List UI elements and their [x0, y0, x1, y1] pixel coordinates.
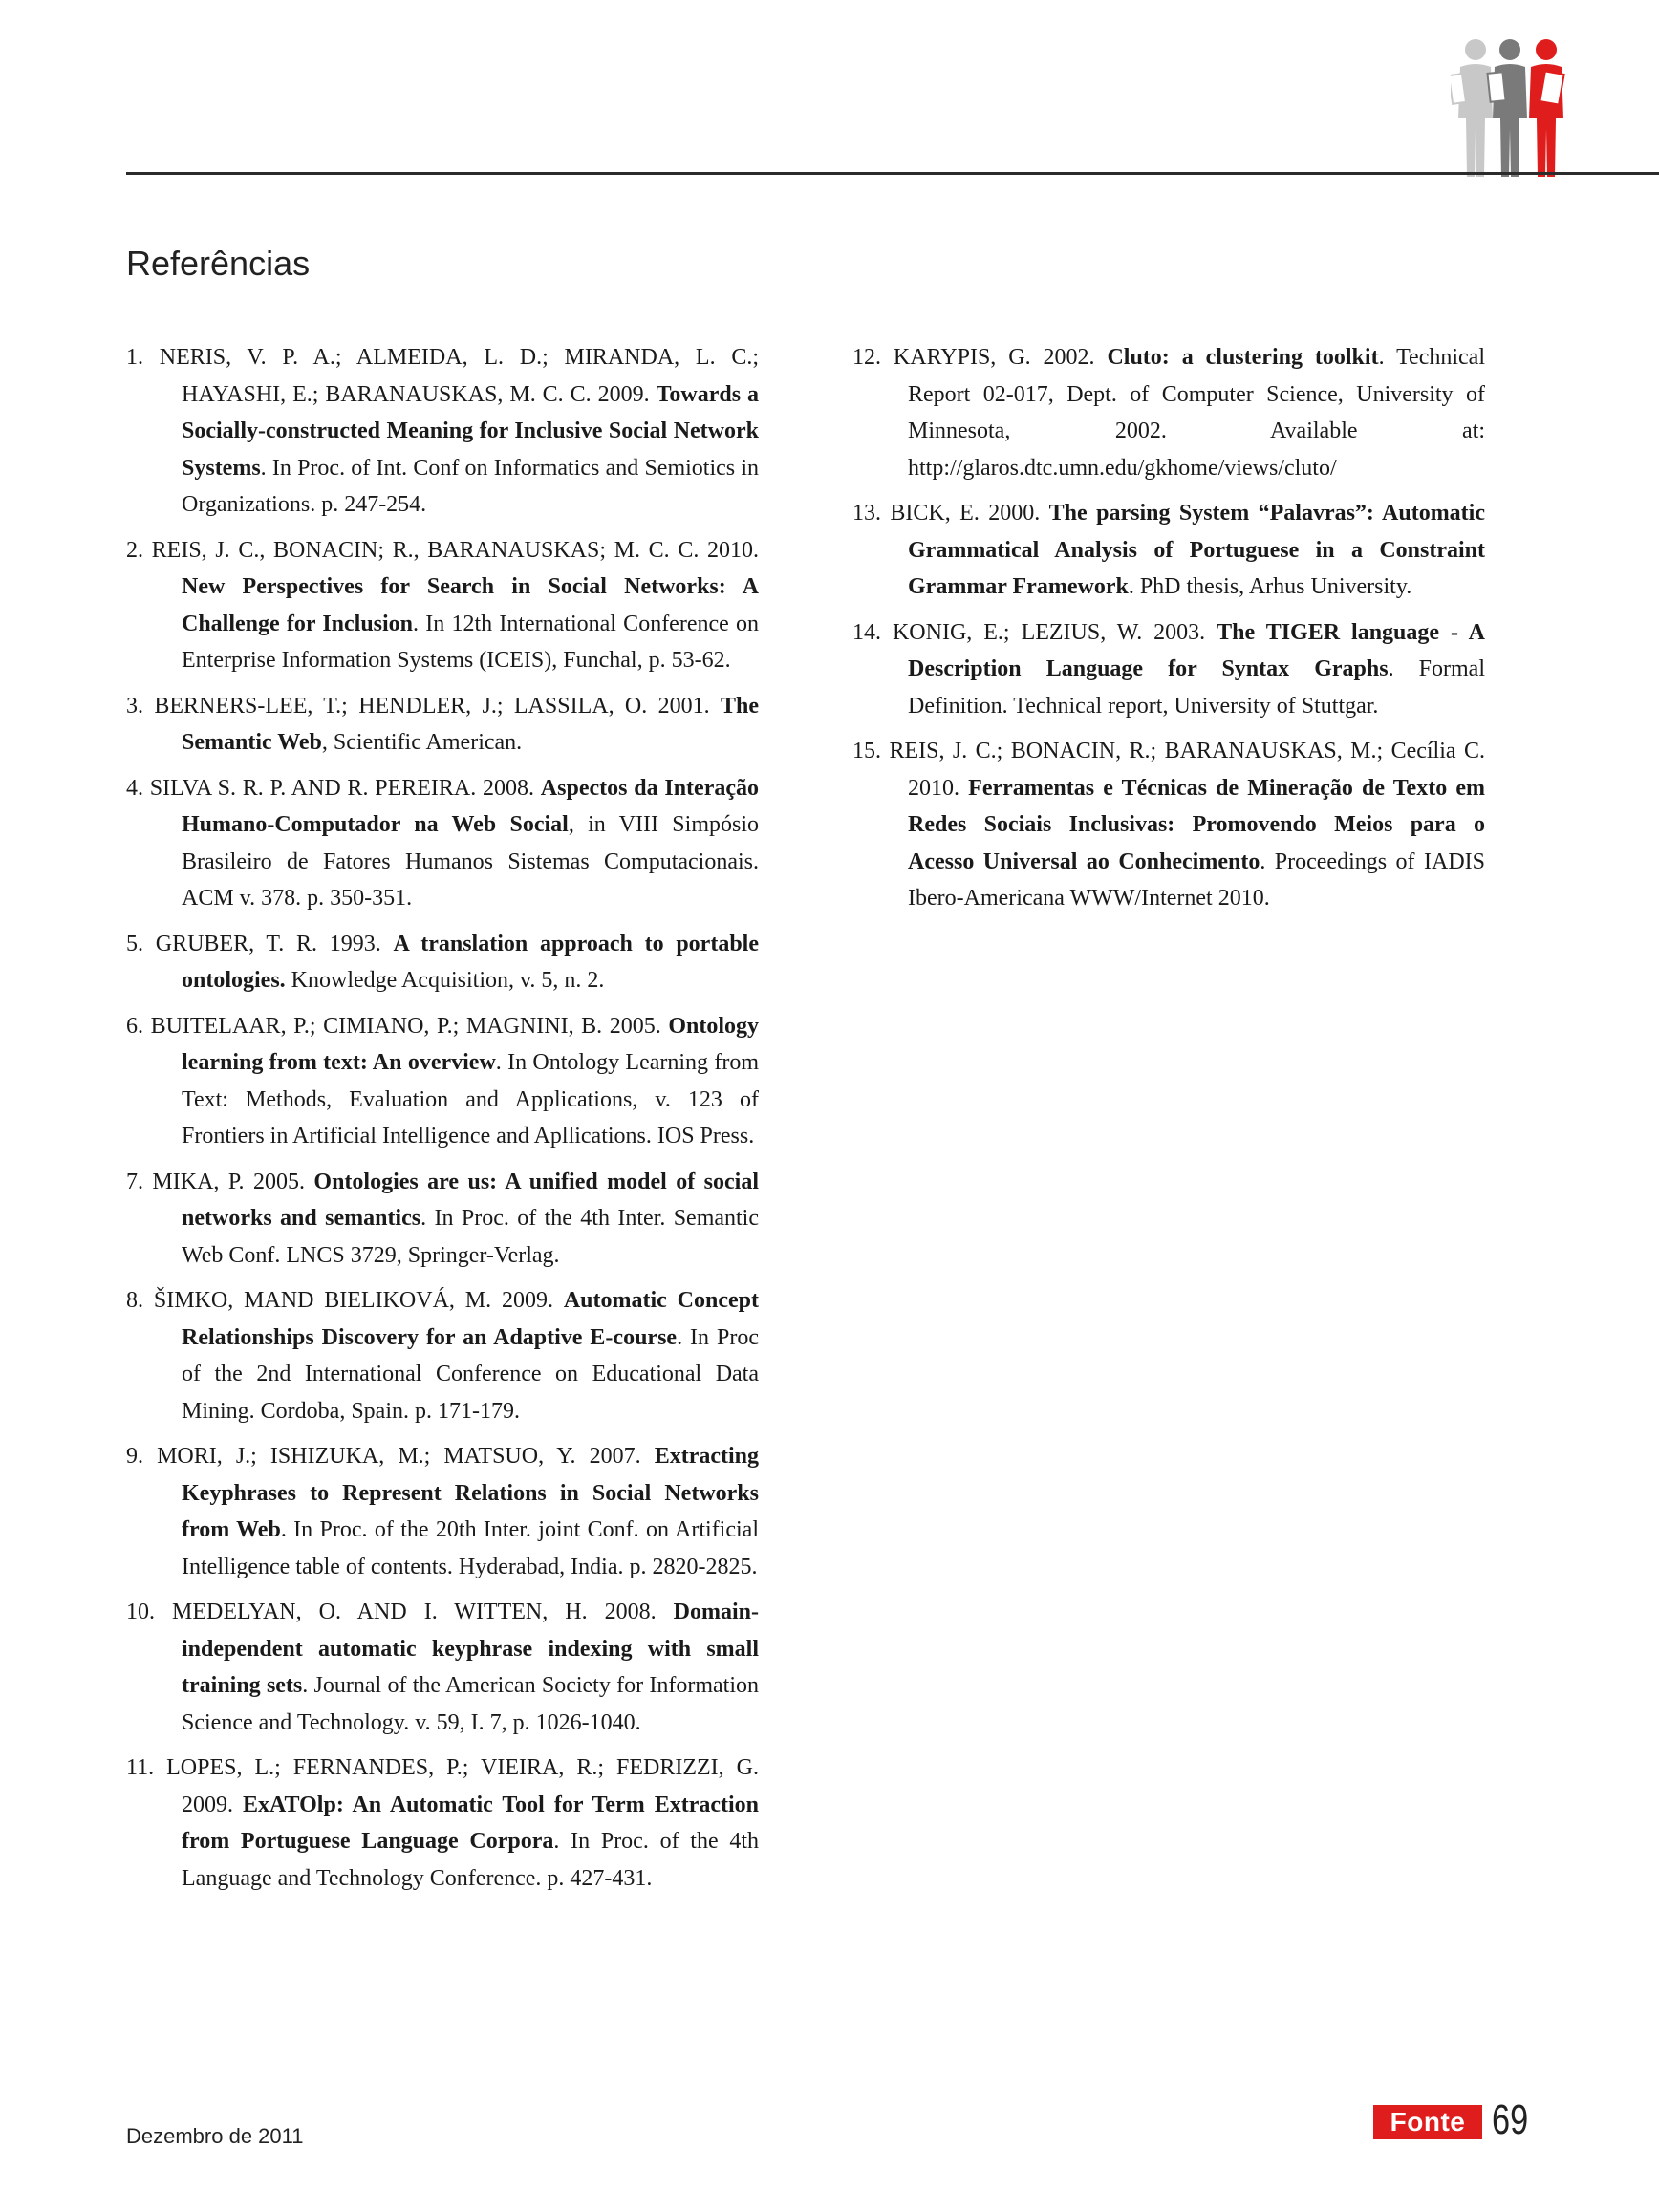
reference-item: 2. REIS, J. C., BONACIN; R., BARANAUSKAS; M. C. C. 2010. New Perspectives for Search in Social Networks: A Challenge for Inclusion. In 12th International Conference on Enterprise Information Systems (ICEIS), Funchal, p. 53-62.: [126, 537, 759, 673]
reference-item: 14. KONIG, E.; LEZIUS, W. 2003. The TIGER language - A Description Language for Syntax Graphs. Formal Definition. Technical report, University of Stuttgar.: [852, 619, 1486, 719]
reference-item: 13. BICK, E. 2000. The parsing System “Palavras”: Automatic Grammatical Analysis of Portuguese in a Constraint Grammar Framework. PhD thesis, Arhus University.: [852, 501, 1485, 599]
reference-item: 5. GRUBER, T. R. 1993. A translation approach to portable ontologies. Knowledge Acquisition, v. 5, n. 2.: [126, 931, 759, 993]
reference-list-left: [126, 339, 759, 1897]
page-title: Referências: [126, 244, 311, 283]
header-rule: [126, 172, 1659, 175]
reference-item: 7. MIKA, P. 2005. Ontologies are us: A unified model of social networks and semantics. In Proc. of the 4th Inter. Semantic Web Conf. LNCS 3729, Springer-Verlag.: [126, 1169, 760, 1268]
reference-item: 15. REIS, J. C.; BONACIN, R.; BARANAUSKAS, M.; Cecília C. 2010. Ferramentas e Técnicas de Mineração de Texto em Redes Sociais Inclusivas: Promovendo Meios para o Acesso Universal ao Conhecimento. Proceedings of IADIS Ibero-Americana WWW/Internet 2010.: [852, 739, 1486, 911]
reference-item: 12. KARYPIS, G. 2002. Cluto: a clustering toolkit. Technical Report 02-017, Dept. of Computer Science, University of Minnesota, 2002. Available at: http://glaros.dtc.umn.edu/gkhome/views/cluto/: [852, 345, 1485, 481]
issue-date: Dezembro de 2011: [126, 2124, 304, 2148]
reference-item: 8. ŠIMKO, MAND BIELIKOVÁ, M. 2009. Automatic Concept Relationships Discovery for an Adaptive E-course. In Proc of the 2nd International Conference on Educational Data Mining. Cordoba, Spain. p. 171-179.: [126, 1288, 760, 1424]
brand-badge: Fonte: [1373, 2105, 1482, 2139]
reference-item: 4. SILVA S. R. P. AND R. PEREIRA. 2008. Aspectos da Interação Humano-Computador na Web Social, in VIII Simpósio Brasileiro de Fatores Humanos Sistemas Computacionais. ACM v. 378. p. 350-351.: [126, 775, 760, 911]
reference-item: 1. NERIS, V. P. A.; ALMEIDA, L. D.; MIRANDA, L. C.; HAYASHI, E.; BARANAUSKAS, M. C. C. 2009. Towards a Socially-constructed Meaning for Inclusive Social Network Systems. In Proc. of Int. Conf on Informatics and Semiotics in Organizations. p. 247-254.: [126, 345, 759, 517]
page-number: 69: [1492, 2096, 1529, 2143]
people-group-icon: [1451, 38, 1584, 177]
reference-item: 11. LOPES, L.; FERNANDES, P.; VIEIRA, R.; FEDRIZZI, G. 2009. ExATOlp: An Automatic Tool for Term Extraction from Portuguese Language Corpora. In Proc. of the 4th Language and Technology Conference. p. 427-431.: [126, 1755, 760, 1891]
references-column-left: [126, 339, 759, 1905]
references-column-right: [852, 339, 1485, 926]
reference-item: 3. BERNERS-LEE, T.; HENDLER, J.; LASSILA, O. 2001. The Semantic Web, Scientific American.: [126, 693, 759, 755]
reference-list-right: [852, 339, 1485, 917]
reference-item: 9. MORI, J.; ISHIZUKA, M.; MATSUO, Y. 2007. Extracting Keyphrases to Represent Relations in Social Networks from Web. In Proc. of the 20th Inter. joint Conf. on Artificial Intelligence table of contents. Hyderabad, India. p. 2820-2825.: [126, 1444, 759, 1579]
reference-item: 6. BUITELAAR, P.; CIMIANO, P.; MAGNINI, B. 2005. Ontology learning from text: An overview. In Ontology Learning from Text: Methods, Evaluation and Applications, v. 123 of Frontiers in Artificial Intelligence and Apllications. IOS Press.: [126, 1013, 760, 1149]
reference-item: 10. MEDELYAN, O. AND I. WITTEN, H. 2008. Domain-independent automatic keyphrase indexing with small training sets. Journal of the American Society for Information Science and Technology. v. 59, I. 7, p. 1026-1040.: [126, 1600, 759, 1735]
